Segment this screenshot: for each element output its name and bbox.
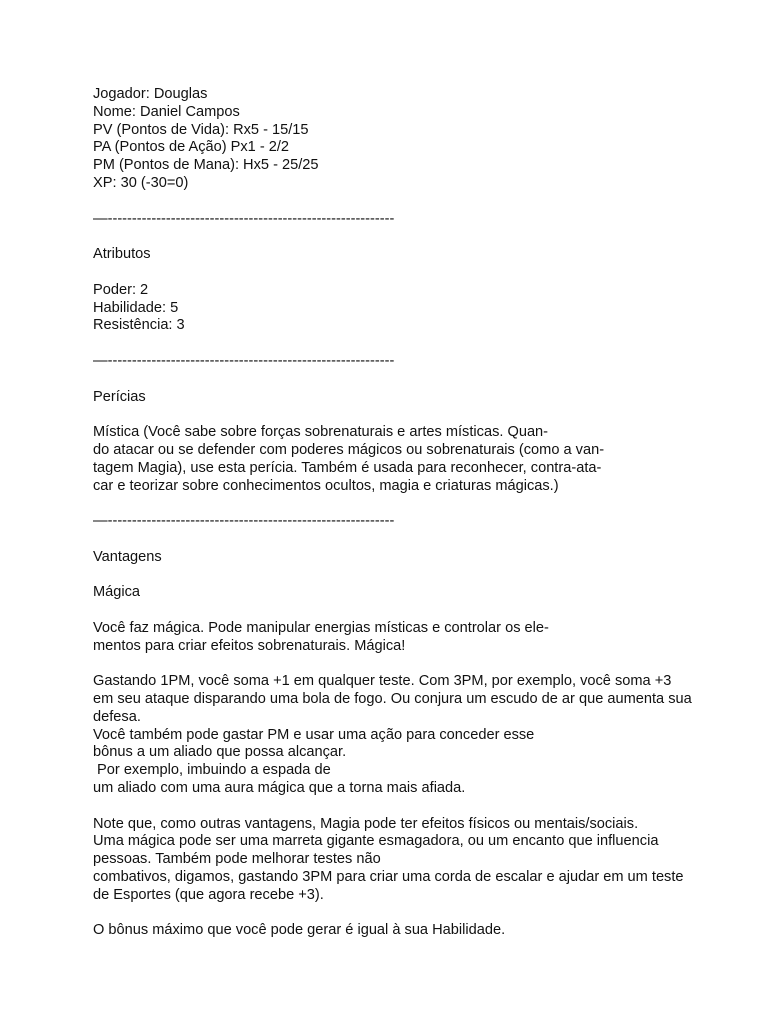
attribute-resistance: Resistência: 3: [93, 317, 185, 334]
advantage-text-line: combativos, digamos, gastando 3PM para criar uma corda de escalar e ajudar em um teste: [93, 869, 684, 886]
spacer: [93, 495, 733, 513]
spacer: [93, 567, 733, 585]
skills-text-line: do atacar ou se defender com poderes mágicos ou sobrenaturais (como a van-: [93, 441, 605, 458]
advantage-text-line: de Esportes (que agora recebe +3).: [93, 886, 324, 903]
spacer: [93, 193, 733, 211]
advantage-text-line: Por exemplo, imbuindo a espada de: [93, 762, 331, 779]
advantage-text-line: pessoas. Também pode melhorar testes não: [93, 851, 381, 868]
advantage-text-line: Você também pode gastar PM e usar uma ação para conceder esse: [93, 726, 535, 743]
advantage-text-line: um aliado com uma aura mágica que a torna mais afiada.: [93, 780, 466, 797]
skills-heading: Perícias: [93, 388, 146, 405]
pv-line: PV (Pontos de Vida): Rx5 - 15/15: [93, 121, 309, 138]
name-line: Nome: Daniel Campos: [93, 103, 240, 120]
advantage-text-line: Gastando 1PM, você soma +1 em qualquer teste. Com 3PM, por exemplo, você soma +3: [93, 673, 672, 690]
skills-text-line: Mística (Você sabe sobre forças sobrenaturais e artes místicas. Quan-: [93, 424, 549, 441]
spacer: [93, 905, 733, 923]
player-line: Jogador: Douglas: [93, 86, 208, 102]
document-page: [93, 86, 733, 940]
attributes-heading: Atributos: [93, 246, 151, 263]
spacer: [93, 602, 733, 620]
spacer: [93, 264, 733, 282]
skills-text-line: car e teorizar sobre conhecimentos ocultos, magia e criaturas mágicas.): [93, 477, 559, 494]
advantages-heading: Vantagens: [93, 548, 162, 565]
spacer: [93, 228, 733, 246]
advantage-text-line: mentos para criar efeitos sobrenaturais. Mágica!: [93, 637, 406, 654]
spacer: [93, 335, 733, 353]
attribute-power: Poder: 2: [93, 281, 149, 298]
divider-3: —-----------------------------------------------------------: [93, 513, 395, 530]
spacer: [93, 371, 733, 389]
pm-line: PM (Pontos de Mana): Hx5 - 25/25: [93, 157, 319, 174]
spacer: [93, 406, 733, 424]
advantage-text-line: em seu ataque disparando uma bola de fogo. Ou conjura um escudo de ar que aumenta sua: [93, 691, 692, 708]
advantage-text-line: O bônus máximo que você pode gerar é igual à sua Habilidade.: [93, 922, 506, 939]
spacer: [93, 656, 733, 674]
advantage-text-line: defesa.: [93, 708, 141, 725]
spacer: [93, 798, 733, 816]
attribute-skill: Habilidade: 5: [93, 299, 179, 316]
divider-1: —-----------------------------------------------------------: [93, 210, 395, 227]
spacer: [93, 531, 733, 549]
skills-text-line: tagem Magia), use esta perícia. Também é usada para reconhecer, contra-ata-: [93, 459, 602, 476]
advantage-text-line: Você faz mágica. Pode manipular energias místicas e controlar os ele-: [93, 619, 549, 636]
advantage-subtitle: Mágica: [93, 584, 141, 601]
advantage-text-line: Note que, como outras vantagens, Magia pode ter efeitos físicos ou mentais/sociais.: [93, 815, 639, 832]
pa-line: PA (Pontos de Ação) Px1 - 2/2: [93, 139, 290, 156]
divider-2: —-----------------------------------------------------------: [93, 352, 395, 369]
xp-line: XP: 30 (-30=0): [93, 174, 189, 191]
advantage-text-line: bônus a um aliado que possa alcançar.: [93, 744, 347, 761]
advantage-text-line: Uma mágica pode ser uma marreta gigante esmagadora, ou um encanto que influencia: [93, 833, 659, 850]
